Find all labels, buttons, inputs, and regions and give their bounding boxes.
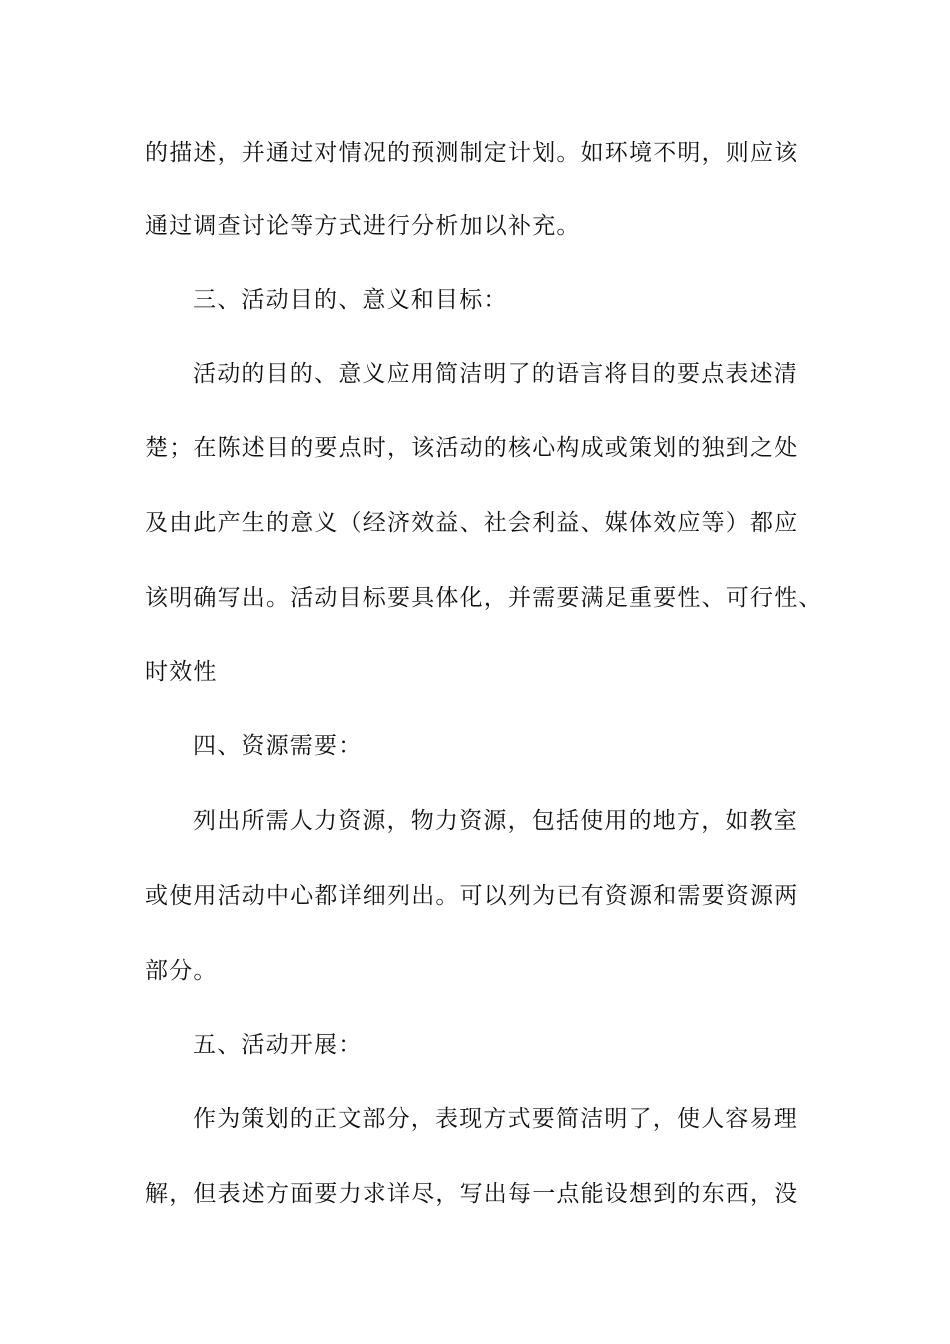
paragraph-line: 解，但表述方面要力求详尽，写出每一点能设想到的东西，没 [145, 1181, 799, 1207]
paragraph-line: 活动的目的、意义应用简洁明了的语言将目的要点表述清 [193, 361, 798, 387]
paragraph-line: 作为策划的正文部分，表现方式要简洁明了，使人容易理 [193, 1106, 798, 1132]
section-heading: 三、活动目的、意义和目标： [193, 287, 508, 313]
section-heading: 五、活动开展： [193, 1032, 363, 1058]
paragraph-line: 或使用活动中心都详细列出。可以列为已有资源和需要资源两 [145, 883, 799, 909]
paragraph-line: 的描述，并通过对情况的预测制定计划。如环境不明，则应该 [145, 140, 799, 166]
section-heading: 四、资源需要： [193, 733, 363, 759]
paragraph-line: 通过调查讨论等方式进行分析加以补充。 [145, 213, 581, 239]
paragraph-line: 部分。 [145, 958, 218, 984]
paragraph-line: 列出所需人力资源，物力资源，包括使用的地方，如教室 [193, 808, 798, 834]
paragraph-line: 及由此产生的意义（经济效益、社会利益、媒体效应等）都应 [145, 510, 799, 536]
paragraph-line: 该明确写出。活动目标要具体化，并需要满足重要性、可行性、 [145, 585, 823, 611]
paragraph-line: 时效性 [145, 659, 218, 685]
paragraph-line: 楚；在陈述目的要点时，该活动的核心构成或策划的独到之处 [145, 435, 799, 461]
